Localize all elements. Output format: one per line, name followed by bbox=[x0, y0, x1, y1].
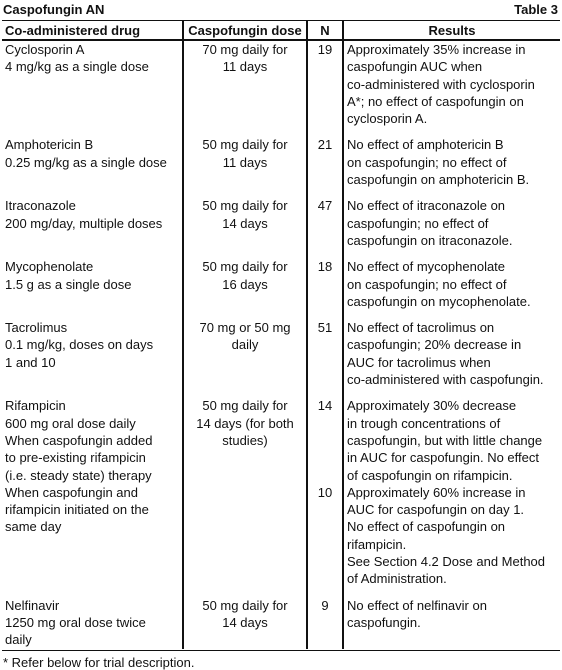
results-cell-line: in AUC for caspofungin. No effect bbox=[347, 450, 539, 466]
spacer-cell bbox=[343, 310, 560, 319]
spacer-cell bbox=[2, 588, 183, 597]
dose-cell-line: 50 mg daily for bbox=[202, 137, 288, 153]
spacer-cell bbox=[2, 310, 183, 319]
spacer-cell bbox=[183, 310, 307, 319]
drug-cell-line: Nelfinavir bbox=[5, 597, 60, 613]
dose-cell bbox=[183, 136, 307, 188]
n-cell: 21 bbox=[307, 136, 343, 188]
results-cell-line: See Section 4.2 Dose and Method bbox=[347, 554, 546, 570]
dose-cell-line: daily bbox=[231, 337, 259, 353]
dose-cell-line: 11 days bbox=[222, 59, 268, 75]
dose-cell bbox=[183, 258, 307, 310]
results-cell-line: AUC for caspofungin on day 1. bbox=[347, 502, 525, 518]
results-cell-line: caspofungin on amphotericin B. bbox=[347, 172, 530, 188]
n-cell: 14 bbox=[307, 397, 343, 483]
results-cell-line: No effect of amphotericin B bbox=[347, 137, 504, 153]
results-cell-line: rifampicin. bbox=[347, 536, 407, 552]
spacer-cell bbox=[183, 249, 307, 258]
drug-cell-line: 0.25 mg/kg as a single dose bbox=[5, 154, 167, 170]
footer-rule bbox=[2, 650, 560, 651]
results-cell-line: of Administration. bbox=[347, 571, 447, 587]
interaction-table bbox=[2, 21, 560, 649]
table-title-bar bbox=[2, 0, 560, 21]
results-cell-line: A*; no effect of caspofungin on bbox=[347, 93, 524, 109]
results-cell-line: caspofungin on itraconazole. bbox=[347, 232, 513, 248]
results-cell bbox=[343, 258, 560, 310]
results-cell bbox=[343, 597, 560, 649]
results-cell bbox=[343, 40, 560, 127]
results-cell-line: No effect of itraconazole on bbox=[347, 198, 506, 214]
results-cell-line: caspofungin, but with little change bbox=[347, 432, 543, 448]
footnote: * Refer below for trial description. bbox=[3, 654, 195, 670]
dose-cell-line: 50 mg daily for bbox=[202, 259, 288, 275]
drug-cell-line: 1250 mg oral dose twice bbox=[5, 614, 146, 630]
table-title: Caspofungin AN bbox=[3, 2, 105, 17]
table-header-row bbox=[2, 21, 560, 40]
drug-cell-line: 1.5 g as a single dose bbox=[5, 276, 132, 292]
drug-cell-line: Amphotericin B bbox=[5, 137, 94, 153]
results-cell bbox=[343, 484, 560, 588]
n-cell: 10 bbox=[307, 484, 343, 588]
results-cell-line: caspofungin; 20% decrease in bbox=[347, 337, 522, 353]
drug-cell-line: Cyclosporin A bbox=[5, 42, 85, 57]
n-cell: 9 bbox=[307, 597, 343, 649]
results-cell-line: cyclosporin A. bbox=[347, 111, 428, 127]
spacer-cell bbox=[343, 127, 560, 136]
drug-cell-line: 0.1 mg/kg, doses on days bbox=[5, 337, 154, 353]
column-header-n: N bbox=[307, 21, 343, 40]
spacer-cell bbox=[2, 249, 183, 258]
drug-cell bbox=[2, 136, 183, 188]
drug-cell bbox=[2, 319, 183, 388]
results-cell-line: on caspofungin; no effect of bbox=[347, 154, 507, 170]
results-cell-line: caspofungin AUC when bbox=[347, 59, 483, 75]
drug-cell-line: Tacrolimus bbox=[5, 320, 68, 336]
spacer-cell bbox=[183, 588, 307, 597]
results-cell-line: No effect of mycophenolate bbox=[347, 259, 506, 275]
results-cell-line: caspofungin on mycophenolate. bbox=[347, 293, 531, 309]
dose-cell bbox=[183, 319, 307, 388]
drug-cell bbox=[2, 397, 183, 483]
results-cell-line: No effect of nelfinavir on bbox=[347, 597, 487, 613]
n-cell: 47 bbox=[307, 197, 343, 249]
table-label: Table 3 bbox=[514, 2, 558, 17]
results-cell-line: Approximately 30% decrease bbox=[347, 398, 517, 414]
spacer-cell bbox=[307, 127, 343, 136]
results-cell bbox=[343, 136, 560, 188]
results-cell-line: No effect of tacrolimus on bbox=[347, 320, 495, 336]
drug-cell-line: (i.e. steady state) therapy bbox=[5, 467, 152, 483]
results-cell-line: No effect of caspofungin on bbox=[347, 519, 506, 535]
spacer-cell bbox=[2, 127, 183, 136]
drug-cell bbox=[2, 258, 183, 310]
dose-cell bbox=[183, 597, 307, 649]
drug-cell-line: daily bbox=[5, 632, 32, 648]
row-spacer bbox=[2, 249, 560, 258]
table-row bbox=[2, 319, 560, 388]
drug-cell-line: rifampicin initiated on the bbox=[5, 502, 149, 518]
dose-cell-line: 14 days bbox=[222, 215, 268, 231]
table-row bbox=[2, 258, 560, 310]
row-spacer bbox=[2, 588, 560, 597]
dose-cell bbox=[183, 397, 307, 587]
drug-cell-line: 1 and 10 bbox=[5, 354, 56, 370]
results-cell bbox=[343, 197, 560, 249]
results-cell-line: in trough concentrations of bbox=[347, 415, 501, 431]
results-cell-line: co-administered with caspofungin. bbox=[347, 372, 544, 388]
spacer-cell bbox=[307, 310, 343, 319]
drug-cell bbox=[2, 484, 183, 588]
column-header-results: Results bbox=[343, 21, 560, 40]
n-cell: 51 bbox=[307, 319, 343, 388]
dose-cell-line: studies) bbox=[222, 432, 268, 448]
row-spacer bbox=[2, 388, 560, 397]
row-spacer bbox=[2, 310, 560, 319]
drug-cell bbox=[2, 197, 183, 249]
drug-cell-line: same day bbox=[5, 519, 62, 535]
column-header-drug: Co-administered drug bbox=[2, 21, 183, 40]
dose-cell bbox=[183, 40, 307, 127]
spacer-cell bbox=[2, 388, 183, 397]
results-cell-line: caspofungin. bbox=[347, 614, 421, 630]
dose-cell-line: 50 mg daily for bbox=[202, 198, 288, 214]
results-cell-line: of caspofungin on rifampicin. bbox=[347, 467, 513, 483]
row-spacer bbox=[2, 127, 560, 136]
spacer-cell bbox=[343, 249, 560, 258]
dose-cell-line: 70 mg or 50 mg bbox=[199, 320, 291, 336]
drug-cell-line: 4 mg/kg as a single dose bbox=[5, 59, 149, 75]
document-page bbox=[2, 0, 560, 670]
spacer-cell bbox=[307, 588, 343, 597]
results-cell bbox=[343, 397, 560, 483]
results-cell-line: caspofungin; no effect of bbox=[347, 215, 489, 231]
results-cell-line: on caspofungin; no effect of bbox=[347, 276, 507, 292]
drug-cell-line: When caspofungin and bbox=[5, 484, 138, 500]
spacer-cell bbox=[307, 388, 343, 397]
dose-cell-line: 14 days (for both bbox=[196, 415, 294, 431]
table-row bbox=[2, 136, 560, 188]
results-cell-line: Approximately 35% increase in bbox=[347, 42, 526, 57]
drug-cell bbox=[2, 40, 183, 127]
dose-cell-line: 16 days bbox=[222, 276, 268, 292]
table-row bbox=[2, 197, 560, 249]
drug-cell-line: Mycophenolate bbox=[5, 259, 94, 275]
dose-cell-line: 50 mg daily for bbox=[202, 398, 288, 414]
drug-cell-line: to pre-existing rifampicin bbox=[5, 450, 146, 466]
drug-cell-line: 200 mg/day, multiple doses bbox=[5, 215, 163, 231]
table-row bbox=[2, 397, 560, 483]
table-row bbox=[2, 597, 560, 649]
row-spacer bbox=[2, 188, 560, 197]
spacer-cell bbox=[343, 188, 560, 197]
spacer-cell bbox=[343, 388, 560, 397]
dose-cell-line: 14 days bbox=[222, 614, 268, 630]
spacer-cell bbox=[2, 188, 183, 197]
spacer-cell bbox=[343, 588, 560, 597]
n-cell: 19 bbox=[307, 40, 343, 127]
column-header-dose: Caspofungin dose bbox=[183, 21, 307, 40]
dose-cell-line: 50 mg daily for bbox=[202, 597, 288, 613]
spacer-cell bbox=[183, 388, 307, 397]
spacer-cell bbox=[307, 188, 343, 197]
results-cell bbox=[343, 319, 560, 388]
drug-cell bbox=[2, 597, 183, 649]
n-cell: 18 bbox=[307, 258, 343, 310]
table-row bbox=[2, 40, 560, 127]
dose-cell-line: 70 mg daily for bbox=[202, 42, 288, 57]
dose-cell bbox=[183, 197, 307, 249]
results-cell-line: AUC for tacrolimus when bbox=[347, 354, 491, 370]
drug-cell-line: When caspofungin added bbox=[5, 432, 153, 448]
dose-cell-line: 11 days bbox=[222, 154, 268, 170]
drug-cell-line: Rifampicin bbox=[5, 398, 66, 414]
spacer-cell bbox=[183, 127, 307, 136]
drug-cell-line: 600 mg oral dose daily bbox=[5, 415, 136, 431]
table-body bbox=[2, 40, 560, 649]
results-cell-line: Approximately 60% increase in bbox=[347, 484, 526, 500]
drug-cell-line: Itraconazole bbox=[5, 198, 76, 214]
spacer-cell bbox=[307, 249, 343, 258]
results-cell-line: co-administered with cyclosporin bbox=[347, 76, 535, 92]
spacer-cell bbox=[183, 188, 307, 197]
